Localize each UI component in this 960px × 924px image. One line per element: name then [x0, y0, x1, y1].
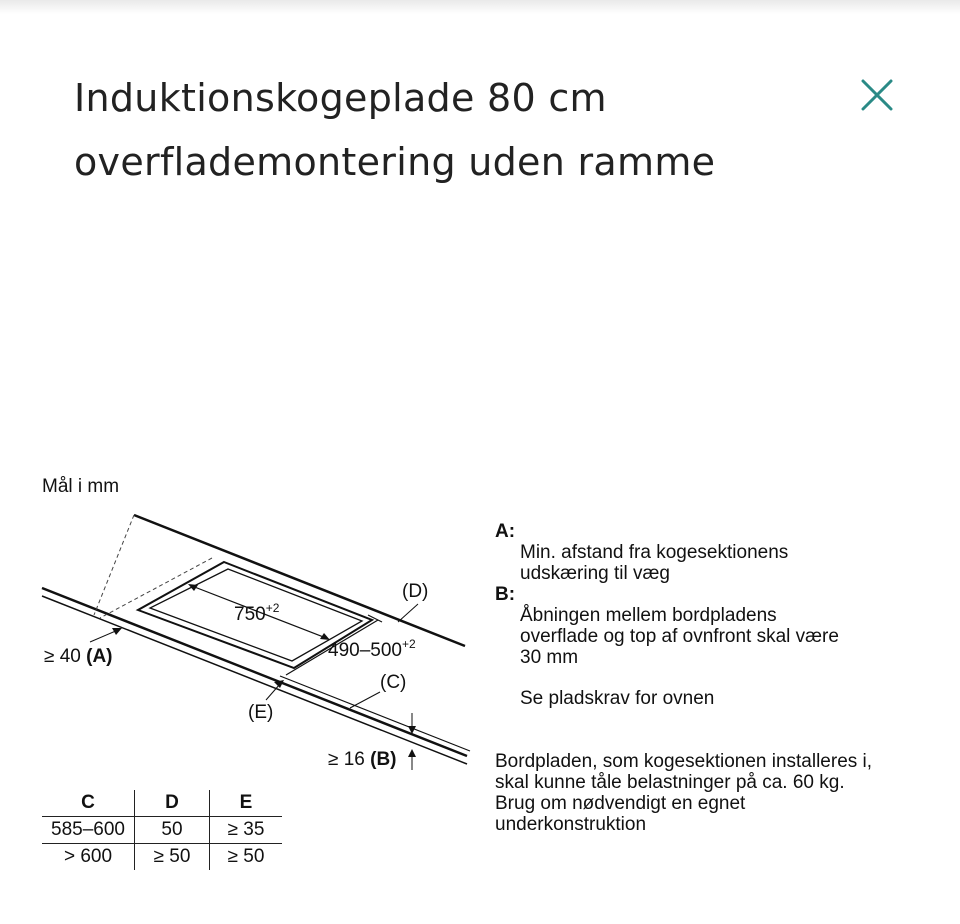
oven-front-edge [280, 676, 470, 751]
label-c-leader [350, 692, 380, 708]
note-b-text: Åbningen mellem bordpladens overflade og top af ovnfront skal være 30 mm [520, 605, 839, 668]
note-b-key: B: [495, 584, 516, 605]
table-row [42, 817, 282, 844]
label-c: (C) [380, 672, 407, 693]
table-cell: ≥ 35 [210, 817, 283, 844]
label-a-leader [90, 630, 118, 642]
note-counter-text: Bordpladen, som kogesektionen installeres i, skal kunne tåle belastninger på ca. 60 kg. Brug om nødvendigt en egnet underkonstruktion [495, 751, 873, 835]
arrowhead [408, 749, 416, 757]
table-header-row [42, 790, 282, 817]
table-cell: ≥ 50 [135, 844, 210, 871]
note-oven [495, 667, 925, 730]
table-cell: > 600 [63, 846, 113, 867]
wall-reference-line [94, 515, 134, 615]
table-header-e: E [210, 790, 283, 817]
table-header-c: C [42, 790, 135, 817]
close-icon [852, 70, 902, 120]
installation-diagram [30, 470, 930, 910]
dimension-table [42, 790, 282, 870]
page-title [74, 66, 834, 194]
label-b: ≥ 16 (B) [328, 749, 397, 770]
close-button[interactable] [852, 70, 902, 120]
table-row [42, 844, 282, 871]
note-counter [495, 730, 925, 856]
width-dimension-label: $750^{+2}$ [234, 601, 280, 625]
note-oven-text: Se pladskrav for ovnen [520, 688, 715, 709]
title-line-2: overflademontering uden ramme [74, 140, 716, 184]
unit-label: Mål i mm [42, 476, 120, 497]
top-shadow [0, 0, 960, 14]
note-a-key: A: [495, 521, 516, 542]
table-cell: ≥ 50 [210, 844, 283, 871]
depth-dimension-label: $490-500^{+2}$ [328, 637, 416, 661]
label-d: (D) [402, 581, 429, 602]
table-cell: 585–600 [42, 817, 135, 844]
label-d-leader [398, 604, 418, 622]
label-e: (E) [248, 702, 274, 723]
label-a: ≥ 40 (A) [44, 646, 113, 667]
label-e-leader [266, 684, 280, 700]
title-line-1: Induktionskogeplade 80 cm [74, 76, 607, 120]
note-a-text: Min. afstand fra kogesektionens udskæring til væg [520, 542, 789, 584]
table-cell: 50 [135, 817, 210, 844]
table-header-d: D [135, 790, 210, 817]
